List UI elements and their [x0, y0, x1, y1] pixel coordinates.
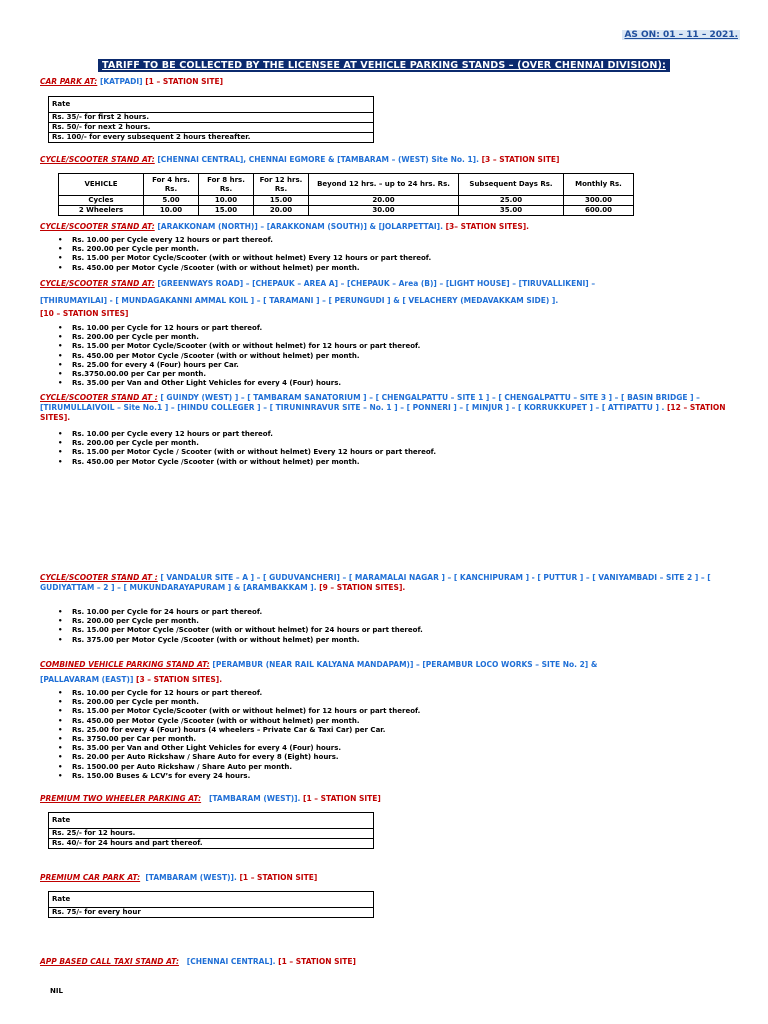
- table-cell: 300.00: [564, 196, 634, 206]
- list-item: • Rs. 200.00 per Cycle per month.: [58, 698, 698, 707]
- title-text: TARIFF TO BE COLLECTED BY THE LICENSEE AT VEHICLE PARKING STANDS – (OVER CHENNAI DIVISION):: [98, 59, 670, 72]
- car-park-label: CAR PARK AT:: [40, 77, 98, 86]
- s2-tariff-table: [58, 173, 634, 216]
- s7-heading: [40, 660, 740, 670]
- list-item: • Rs. 375.00 per Motor Cycle /Scooter (with or without helmet) per month.: [58, 636, 698, 645]
- s4-location-line2-wrap: [40, 296, 740, 306]
- table-cell: 5.00: [144, 196, 199, 206]
- car-park-count: [1 – STATION SITE]: [145, 77, 224, 86]
- s5-count: [12 – STATION SITES].: [40, 403, 726, 422]
- s10-count: [1 – STATION SITE]: [278, 957, 356, 966]
- s9-count: [1 – STATION SITE]: [239, 873, 318, 882]
- table-cell: 15.00: [254, 196, 309, 206]
- s5-heading: [40, 393, 740, 423]
- col-header: VEHICLE: [59, 174, 144, 196]
- as-on-date: AS ON: 01 – 11 – 2021.: [624, 30, 738, 40]
- list-item: • Rs. 15.00 per Motor Cycle/Scooter (with or without helmet) for 12 hours or part thereof.: [58, 707, 698, 716]
- list-item: • Rs. 35.00 per Van and Other Light Vehicles for every 4 (Four) hours.: [58, 379, 698, 388]
- s9-rate-table: [48, 891, 374, 918]
- col-header: Subsequent Days Rs.: [459, 174, 564, 196]
- s5-location: [ GUINDY (WEST) ] – [ TAMBARAM SANATORIUM ] – [ CHENGALPATTU – SITE 1 ] – [ CHENGALPATTU – SITE 3 ] – [ BASIN BRIDGE ] – [TIRUMULLAIVOIL – Site No.1 ] – [HINDU COLLEGER ] – [ TIRUNINRAVUR SITE – No. 1 ] – [ PONNERI ] – [ MINJUR ] – [ KORRUKKUPET ] – [ ATTIPATTU ] .: [40, 393, 700, 412]
- table-row: [59, 206, 634, 216]
- s6-label: CYCLE/SCOOTER STAND AT :: [40, 573, 158, 582]
- col-header: For 4 hrs. Rs.: [144, 174, 199, 196]
- s7-label: COMBINED VEHICLE PARKING STAND AT:: [40, 660, 210, 669]
- table-cell: Cycles: [59, 196, 144, 206]
- list-item: • Rs. 200.00 per Cycle per month.: [58, 333, 698, 342]
- list-item: • Rs. 450.00 per Motor Cycle /Scooter (with or without helmet) per month.: [58, 352, 698, 361]
- car-park-rate-table: [48, 96, 374, 143]
- s8-label: PREMIUM TWO WHEELER PARKING AT:: [40, 794, 202, 803]
- s3-tariff-list: [58, 236, 698, 273]
- s10-location: [CHENNAI CENTRAL].: [186, 957, 276, 966]
- s4-count: [10 – STATION SITES]: [40, 309, 129, 318]
- s9-label: PREMIUM CAR PARK AT:: [40, 873, 141, 882]
- table-cell: 20.00: [254, 206, 309, 216]
- table-row: [59, 196, 634, 206]
- s3-heading: [40, 222, 740, 232]
- list-item: • Rs. 25.00 for every 4 (Four) hours per Car.: [58, 361, 698, 370]
- s4-location-line1: [GREENWAYS ROAD] – [CHEPAUK – AREA A] – [CHEPAUK – Area (B)] – [LIGHT HOUSE] – [TIRUVALLIKENI] –: [157, 279, 596, 288]
- rate-header: Rate: [49, 97, 374, 113]
- list-item: • Rs. 200.00 per Cycle per month.: [58, 617, 698, 626]
- list-item: • Rs. 10.00 per Cycle for 12 hours or part thereof.: [58, 689, 698, 698]
- table-cell: 25.00: [459, 196, 564, 206]
- s2-count: [3 – STATION SITE]: [481, 155, 560, 164]
- s7-tariff-list: [58, 689, 698, 781]
- rate-row: Rs. 75/- for every hour: [49, 908, 374, 918]
- s2-label: CYCLE/SCOOTER STAND AT:: [40, 155, 155, 164]
- s8-location: [TAMBARAM (WEST)].: [208, 794, 301, 803]
- s4-label: CYCLE/SCOOTER STAND AT:: [40, 279, 155, 288]
- table-cell: 2 Wheelers: [59, 206, 144, 216]
- list-item: • Rs. 15.00 per Motor Cycle /Scooter (with or without helmet) for 24 hours or part thereof.: [58, 626, 698, 635]
- list-item: • Rs. 35.00 per Van and Other Light Vehicles for every 4 (Four) hours.: [58, 744, 698, 753]
- s6-location: [ VANDALUR SITE – A ] – [ GUDUVANCHERI] – [ MARAMALAI NAGAR ] – [ KANCHIPURAM ] - [ PUTTUR ] – [ VANIYAMBADI – SITE 2 ] – [ GUDIYATTAM – 2 ] – [ MUKUNDARAYAPURAM ] & [ARAMBAKKAM ].: [40, 573, 711, 592]
- table-cell: 10.00: [144, 206, 199, 216]
- s3-label: CYCLE/SCOOTER STAND AT:: [40, 222, 155, 231]
- rate-row: Rs. 25/- for 12 hours.: [49, 829, 374, 839]
- list-item: • Rs.3750.00.00 per Car per month.: [58, 370, 698, 379]
- s6-tariff-list: [58, 608, 698, 645]
- list-item: • Rs. 10.00 per Cycle for 24 hours or part thereof.: [58, 608, 698, 617]
- s5-tariff-list: [58, 430, 698, 467]
- s4-count-wrap: [40, 309, 740, 319]
- col-header: For 8 hrs. Rs.: [199, 174, 254, 196]
- list-item: • Rs. 10.00 per Cycle every 12 hours or part thereof.: [58, 430, 698, 439]
- list-item: • Rs. 25.00 for every 4 (Four) hours (4 wheelers – Private Car & Taxi Car) per Car.: [58, 726, 698, 735]
- s6-count: [9 – STATION SITES].: [319, 583, 406, 592]
- s6-heading: [40, 573, 740, 593]
- s3-location: [ARAKKONAM (NORTH)] – [ARAKKONAM (SOUTH)] & [JOLARPETTAI].: [157, 222, 443, 231]
- rate-row: Rs. 50/- for next 2 hours.: [49, 123, 374, 133]
- rate-header: Rate: [49, 892, 374, 908]
- s3-count: [3– STATION SITES].: [445, 222, 530, 231]
- table-cell: 35.00: [459, 206, 564, 216]
- s7-line2: [40, 675, 740, 685]
- list-item: • Rs. 10.00 per Cycle every 12 hours or part thereof.: [58, 236, 698, 245]
- list-item: • Rs. 200.00 per Cycle per month.: [58, 245, 698, 254]
- s7-location-line1: [PERAMBUR (NEAR RAIL KALYANA MANDAPAM)] – [PERAMBUR LOCO WORKS – SITE No. 2] &: [212, 660, 598, 669]
- s4-heading: [40, 279, 740, 289]
- list-item: • Rs. 450.00 per Motor Cycle /Scooter (with or without helmet) per month.: [58, 458, 698, 467]
- table-cell: 20.00: [309, 196, 459, 206]
- list-item: • Rs. 10.00 per Cycle for 12 hours or part thereof.: [58, 324, 698, 333]
- table-cell: 30.00: [309, 206, 459, 216]
- list-item: • Rs. 450.00 per Motor Cycle /Scooter (with or without helmet) per month.: [58, 717, 698, 726]
- s9-location: [TAMBARAM (WEST)].: [145, 873, 237, 882]
- list-item: • Rs. 450.00 per Motor Cycle /Scooter (with or without helmet) per month.: [58, 264, 698, 273]
- table-cell: 15.00: [199, 206, 254, 216]
- col-header: Beyond 12 hrs. – up to 24 hrs. Rs.: [309, 174, 459, 196]
- list-item: • Rs. 15.00 per Motor Cycle/Scooter (with or without helmet) for 12 hours or part thereof.: [58, 342, 698, 351]
- s2-heading: [40, 155, 740, 165]
- s2-location: [CHENNAI CENTRAL], CHENNAI EGMORE & [TAMBARAM – (WEST) Site No. 1].: [157, 155, 479, 164]
- rate-header: Rate: [49, 813, 374, 829]
- document-title: [0, 53, 768, 72]
- list-item: • Rs. 200.00 per Cycle per month.: [58, 439, 698, 448]
- list-item: • Rs. 20.00 per Auto Rickshaw / Share Auto for every 8 (Eight) hours.: [58, 753, 698, 762]
- car-park-location: [KATPADI]: [99, 77, 143, 86]
- s7-location-line2: [PALLAVARAM (EAST)]: [40, 675, 134, 684]
- s8-count: [1 – STATION SITE]: [303, 794, 381, 803]
- list-item: • Rs. 3750.00 per Car per month.: [58, 735, 698, 744]
- rate-row: Rs. 40/- for 24 hours and part thereof.: [49, 839, 374, 849]
- list-item: • Rs. 1500.00 per Auto Rickshaw / Share Auto per month.: [58, 763, 698, 772]
- s7-count: [3 – STATION SITES].: [136, 675, 223, 684]
- list-item: • Rs. 150.00 Buses & LCV’s for every 24 hours.: [58, 772, 698, 781]
- rate-row: Rs. 100/- for every subsequent 2 hours thereafter.: [49, 133, 374, 143]
- s8-rate-table: [48, 812, 374, 849]
- s4-location-line2: [THIRUMAYILAI] - [ MUNDAGAKANNI AMMAL KOIL ] – [ TARAMANI ] – [ PERUNGUDI ] & [ VELACHERY (MEDAVAKKAM SIDE) ].: [40, 296, 559, 305]
- table-cell: 10.00: [199, 196, 254, 206]
- s4-tariff-list: [58, 324, 698, 388]
- rate-row: Rs. 35/- for first 2 hours.: [49, 113, 374, 123]
- col-header: Monthly Rs.: [564, 174, 634, 196]
- s5-label: CYCLE/SCOOTER STAND AT :: [40, 393, 158, 402]
- list-item: • Rs. 15.00 per Motor Cycle/Scooter (with or without helmet) Every 12 hours or part thereof.: [58, 254, 698, 263]
- list-item: • Rs. 15.00 per Motor Cycle / Scooter (with or without helmet) Every 12 hours or part thereof.: [58, 448, 698, 457]
- table-cell: 600.00: [564, 206, 634, 216]
- s9-heading: [40, 873, 740, 883]
- col-header: For 12 hrs. Rs.: [254, 174, 309, 196]
- car-park-heading: [40, 77, 740, 87]
- s10-label: APP BASED CALL TAXI STAND AT:: [40, 957, 179, 966]
- nil-text: NIL: [50, 987, 63, 995]
- s10-heading: [40, 957, 740, 967]
- s8-heading: [40, 794, 740, 804]
